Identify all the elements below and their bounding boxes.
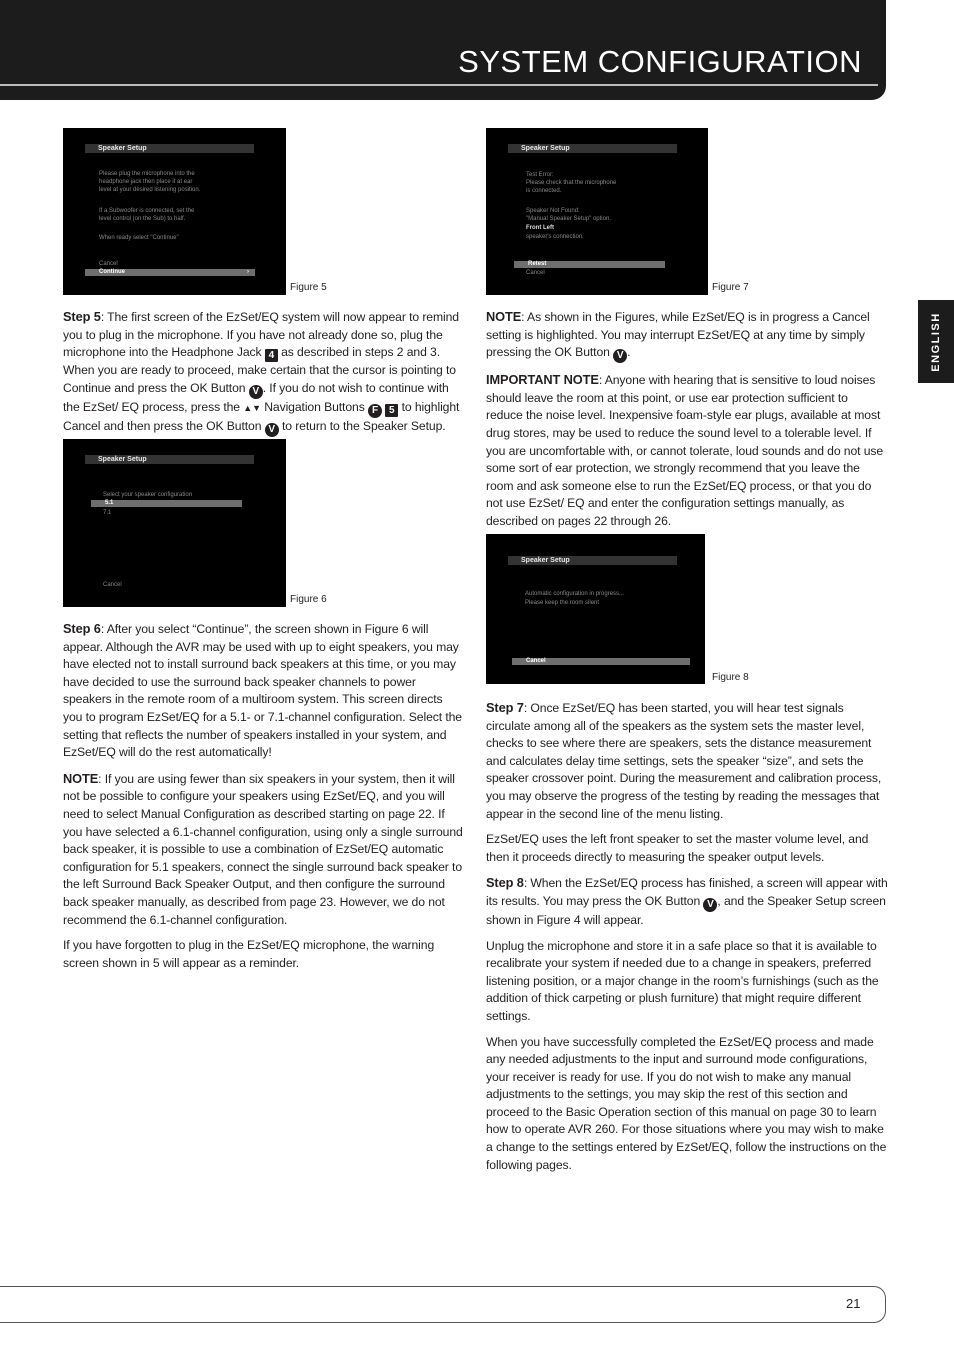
page-number: 21 <box>846 1296 861 1311</box>
screen-text: When ready select "Continue" <box>99 235 179 241</box>
text: : If you are using fewer than six speakers in your system, then it will not be possible to configure your speakers using EzSet/EQ, and you will need to select Manual Configuration as described starting on page 22. If you have selected a 6.1-channel configuration, using only a single surround back speaker, it is possible to use a combination of EzSet/EQ automatic configuration for 5.1 speakers, connect the single surround back speaker to the left Surround Back Speaker Output, and then configure the surround back speaker manually, as described from page 23. However, we do not recommend the 6.1-channel configuration. <box>63 771 463 927</box>
figure-8-caption: Figure 8 <box>712 672 749 683</box>
screen-text: If a Subwoofer is connected, set the <box>99 208 195 214</box>
screen-text: level at your desired listening position. <box>99 187 201 193</box>
text: to return to the Speaker Setup. <box>278 418 446 433</box>
right-column-lower <box>486 699 888 1181</box>
screen-text: Please keep the room silent <box>525 600 600 606</box>
important-note-paragraph <box>486 371 886 530</box>
ok-button-icon: V <box>613 349 627 363</box>
text: to highlight Cancel and then press the OK Button <box>63 399 460 433</box>
success-paragraph <box>486 1034 888 1175</box>
note-label: NOTE <box>486 309 522 324</box>
screen-text: Automatic configuration in progress... <box>525 591 625 597</box>
step-7-label: Step 7 <box>486 700 524 715</box>
screen-text: is connected. <box>526 188 562 194</box>
text: When you have successfully completed the EzSet/EQ process and made any needed adjustments to the input and surround mode configurations, your receiver is ready for use. If you do not wish to make any manual adjustments to the settings, you may skip the rest of this section and proceed to the Basic Operation section of this manual on page 30 to learn how to operate AVR 260. For those situations where you may wish to make a change to the settings entered by EzSet/EQ, follow the instructions on the following pages. <box>486 1034 887 1172</box>
figure-6-caption: Figure 6 <box>290 594 327 605</box>
screen-text: level control (on the Sub) to half. <box>99 216 186 222</box>
screen-text: Select your speaker configuration <box>103 492 193 498</box>
screen-title: Speaker Setup <box>508 144 677 153</box>
screen-option-cancel: Cancel <box>526 270 545 276</box>
screen-text: "Manual Speaker Setup" option. <box>526 216 611 222</box>
screen-option-5-1: 5.1 <box>91 500 242 507</box>
figure-6-screen <box>63 439 286 607</box>
step-6-paragraph <box>63 620 463 762</box>
screen-text: Front Left <box>526 225 554 231</box>
figure-8-screen <box>486 534 705 684</box>
screen-text: Speaker Not Found: <box>526 208 580 214</box>
step-8-paragraph <box>486 874 888 929</box>
text: : After you select “Continue”, the screen shown in Figure 6 will appear. Although the AVR may be used with up to eight speakers, you may have elected not to install surround back speakers at this time, or you may have decided to use the surround back speaker channels to power speakers in the remote room of a multiroom system. This screen directs you to program EzSet/EQ for a 5.1- or 7.1-channel configuration. Select the setting that reflects the number of speakers installed in your system, and EzSet/EQ will do the rest automatically! <box>63 622 462 760</box>
chevron-right-icon: › <box>247 269 249 275</box>
text: : As shown in the Figures, while EzSet/EQ is in progress a Cancel setting is highlighted. You may interrupt EzSet/EQ at any time by simply pressing the OK Button <box>486 310 870 360</box>
text: as described in steps 2 and 3. When you are ready to proceed, make certain that the cursor is pointing to Continue and press the OK Button <box>63 345 456 395</box>
screen-option-cancel: Cancel <box>103 582 122 588</box>
screen-text: speaker's connection. <box>526 234 584 240</box>
left-column-step5 <box>63 308 463 444</box>
screen-option-7-1: 7.1 <box>103 510 112 516</box>
note-paragraph <box>486 308 886 363</box>
continue-label: Continue <box>99 269 125 275</box>
step-7-paragraph <box>486 699 888 823</box>
important-note-label: IMPORTANT NOTE <box>486 372 599 388</box>
step-5-paragraph <box>63 308 463 437</box>
text: : The first screen of the EzSet/EQ system will now appear to remind you to plug in the microphone. If you have not already done so, plug the microphone into the Headphone Jack <box>63 310 459 360</box>
text: : Once EzSet/EQ has been started, you will hear test signals circulate among all of the speakers as the system sets the master level, checks to see where there are speakers, sets the distance measurement and calculates delay time settings, sets the speaker “size”, and sets the speaker crossover point. During the measurement and calibration process, you may observe the progress of the testing by reading the messages that appear in the second line of the menu listing. <box>486 701 882 821</box>
note-label: NOTE <box>63 770 99 786</box>
note-paragraph <box>63 770 463 929</box>
ok-button-icon: V <box>265 423 279 437</box>
language-label: ENGLISH <box>930 311 942 372</box>
page-footer <box>0 1286 886 1323</box>
front-speaker-paragraph <box>486 831 888 866</box>
unplug-paragraph <box>486 938 888 1026</box>
header-divider <box>0 84 878 86</box>
screen-text: Please check that the microphone <box>526 180 617 186</box>
text: Unplug the microphone and store it in a safe place so that it is available to recalibrate your system if needed due to a change in speakers, preferred listening position, or a major change in the room’s furnishings (such as the addition of thick carpeting or plush furniture) that might require different settings. <box>486 938 879 1023</box>
screen-text: headphone jack then place it at ear <box>99 179 193 185</box>
text: . If you do not wish to continue with the EzSet/ EQ process, press the <box>63 380 449 414</box>
screen-option-cancel: Cancel <box>99 261 118 267</box>
remote-f-key-icon: F <box>368 404 382 418</box>
text: If you have forgotten to plug in the EzSet/EQ microphone, the warning screen shown in 5 will appear as a reminder. <box>63 938 435 970</box>
screen-option-retest: Retest <box>514 261 665 268</box>
step-6-label: Step 6 <box>63 621 101 636</box>
left-column-lower <box>63 620 463 979</box>
forgot-paragraph <box>63 937 463 972</box>
right-column-upper <box>486 308 886 538</box>
step-8-label: Step 8 <box>486 875 524 891</box>
ok-button-icon: V <box>249 385 263 399</box>
screen-option-continue <box>85 269 255 276</box>
text: , and the Speaker Setup screen shown in Figure 4 will appear. <box>486 893 886 927</box>
screen-title: Speaker Setup <box>85 455 254 464</box>
text: : Anyone with hearing that is sensitive to loud noises should leave the room at this point, or use ear protection sufficient to reduce the noise level. Inexpensive foam-style ear plugs, available at most drug stores, may be used to reduce the sound level to a tolerable level. If you are uncomfortable with, or cannot tolerate, loud sounds and do not use some sort of ear protection, we strongly recommend that you leave the room and ask someone else to run the EzSet/EQ process, or that you do not use EzSet/ EQ and enter the configuration settings manually, as described on pages 22 through 26. <box>486 373 884 528</box>
figure-7-caption: Figure 7 <box>712 282 749 293</box>
screen-text: Test Error: <box>526 172 554 178</box>
figure-5-screen <box>63 128 286 295</box>
screen-title: Speaker Setup <box>508 556 677 565</box>
screen-title: Speaker Setup <box>85 144 254 153</box>
ok-button-icon: V <box>703 898 717 912</box>
step-5-label: Step 5 <box>63 309 101 324</box>
text: : When the EzSet/EQ process has finished, a screen will appear with its results. You may press the OK Button <box>486 876 888 908</box>
language-tab <box>918 300 954 383</box>
figure-5-caption: Figure 5 <box>290 282 327 293</box>
headphone-jack-key-icon: 4 <box>265 349 278 362</box>
screen-text: Please plug the microphone into the <box>99 171 195 177</box>
page-title: SYSTEM CONFIGURATION <box>458 44 862 79</box>
screen-option-cancel: Cancel <box>512 658 690 665</box>
text: EzSet/EQ uses the left front speaker to set the master volume level, and then it proceeds directly to measuring the speaker output levels. <box>486 832 869 864</box>
front-panel-key-icon: 5 <box>385 404 398 417</box>
figure-7-screen <box>486 128 708 295</box>
navigation-arrows-icon: ▲▼ <box>243 402 261 413</box>
text: . <box>627 345 631 360</box>
text: Navigation Buttons <box>260 399 368 414</box>
